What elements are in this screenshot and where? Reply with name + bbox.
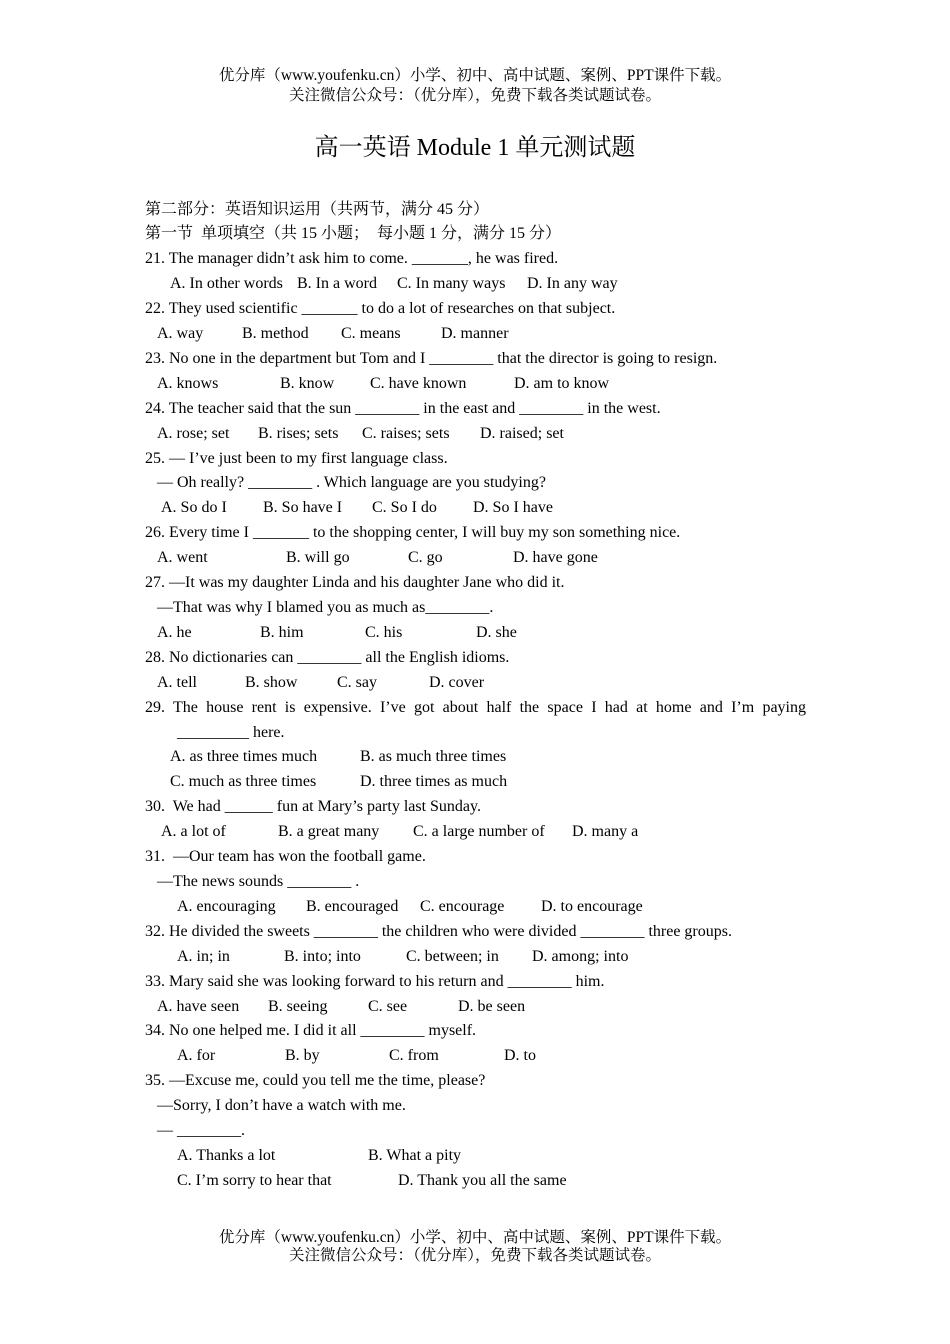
option-a: A. went	[157, 549, 208, 567]
section-part-heading: 第二部分：英语知识运用（共两节，满分 45 分）	[145, 200, 490, 218]
option-a: A. way	[157, 325, 204, 343]
option-c: C. means	[341, 325, 401, 343]
options-row	[145, 496, 810, 521]
options-row	[145, 322, 810, 347]
options-row	[145, 745, 810, 770]
options-row	[145, 945, 810, 970]
exam-body	[145, 198, 810, 1194]
option-b: B. What a pity	[368, 1146, 462, 1164]
header-line-1: 优分库（www.youfenku.cn）小学、初中、高中试题、案例、PPT课件下载。	[218, 66, 732, 84]
option-d: D. So I have	[473, 499, 553, 517]
options-row	[145, 770, 810, 795]
question-stem: 32. He divided the sweets ________ the children who were divided ________ three groups.	[145, 922, 732, 940]
option-a: A. encouraging	[177, 897, 276, 915]
options-row	[145, 621, 810, 646]
question-21	[145, 247, 810, 297]
option-c: C. In many ways	[397, 275, 506, 293]
option-d: D. In any way	[527, 275, 618, 293]
option-a: A. knows	[157, 374, 219, 392]
option-d: D. Thank you all the same	[398, 1171, 567, 1189]
option-a: A. he	[157, 623, 192, 641]
option-d: D. three times as much	[360, 773, 508, 791]
question-26	[145, 521, 810, 571]
option-a: A. as three times much	[170, 748, 318, 766]
header-line-2: 关注微信公众号：（优分库），免费下载各类试题试卷。	[288, 86, 661, 104]
question-stem: 26. Every time I _______ to the shopping center, I will buy my son something nice.	[145, 524, 681, 542]
option-a: A. for	[177, 1047, 216, 1065]
question-stem: 33. Mary said she was looking forward to his return and ________ him.	[145, 972, 605, 990]
question-24	[145, 397, 810, 447]
option-c: C. encourage	[420, 897, 505, 915]
option-c: C. from	[389, 1047, 439, 1065]
option-d: D. cover	[429, 673, 485, 691]
option-c: C. see	[368, 997, 408, 1015]
dialogue-line: —Sorry, I don’t have a watch with me.	[157, 1097, 406, 1115]
question-stem: 35. —Excuse me, could you tell me the time, please?	[145, 1072, 486, 1090]
footer-line-1: 优分库（www.youfenku.cn）小学、初中、高中试题、案例、PPT课件下载。	[218, 1228, 732, 1246]
dialogue-line: — Oh really? ________ . Which language are you studying?	[157, 474, 546, 492]
dialogue-line: —That was why I blamed you as much as________.	[157, 599, 494, 616]
question-stem: 27. —It was my daughter Linda and his daughter Jane who did it.	[145, 574, 565, 592]
question-25	[145, 447, 810, 522]
question-stem: 23. No one in the department but Tom and I ________ that the director is going to resign.	[145, 349, 718, 367]
options-row	[145, 1169, 810, 1194]
option-a: A. have seen	[157, 997, 240, 1015]
stem-continuation: _________ here.	[177, 723, 285, 741]
question-29	[145, 696, 810, 796]
question-stem: 34. No one helped me. I did it all ________ myself.	[145, 1022, 477, 1040]
options-row	[145, 995, 810, 1020]
option-b: B. know	[280, 374, 335, 392]
option-d: D. many a	[572, 823, 639, 841]
options-row	[145, 1144, 810, 1169]
question-stem: 22. They used scientific _______ to do a lot of researches on that subject.	[145, 300, 616, 318]
option-b: B. method	[242, 325, 309, 343]
option-a: A. tell	[157, 673, 197, 691]
footer-line-2: 关注微信公众号：（优分库），免费下载各类试题试卷。	[288, 1246, 661, 1264]
option-b: B. seeing	[268, 997, 328, 1015]
option-c: C. I’m sorry to hear that	[177, 1171, 332, 1189]
question-stem: 29. The house rent is expensive. I’ve got about half the space I had at home and I’m paying	[145, 698, 806, 716]
options-row	[145, 422, 810, 447]
option-a: A. a lot of	[161, 823, 226, 841]
option-a: A. Thanks a lot	[177, 1146, 276, 1164]
option-d: D. to	[504, 1047, 536, 1065]
option-b: B. rises; sets	[258, 424, 339, 442]
option-b: B. into; into	[284, 947, 361, 965]
question-34	[145, 1019, 810, 1069]
question-stem: 21. The manager didn’t ask him to come. _______, he was fired.	[145, 250, 559, 268]
option-c: C. So I do	[372, 499, 437, 517]
question-stem: 28. No dictionaries can ________ all the English idioms.	[145, 648, 510, 666]
option-b: B. as much three times	[360, 748, 507, 766]
option-d: D. have gone	[513, 549, 598, 567]
dialogue-line: —The news sounds ________ .	[157, 872, 360, 890]
options-row	[145, 820, 810, 845]
option-d: D. am to know	[514, 374, 610, 392]
option-a: A. rose; set	[157, 424, 230, 442]
option-b: B. him	[260, 623, 304, 641]
options-row	[145, 1044, 810, 1069]
question-27	[145, 571, 810, 646]
option-d: D. manner	[441, 325, 509, 343]
option-c: C. his	[365, 623, 403, 641]
question-stem: 25. — I’ve just been to my first language class.	[145, 449, 448, 467]
options-row	[145, 671, 810, 696]
option-b: B. encouraged	[306, 897, 399, 915]
dialogue-line: — ________.	[157, 1122, 245, 1140]
option-c: C. go	[408, 549, 443, 567]
options-row	[145, 546, 810, 571]
question-35	[145, 1069, 810, 1194]
option-d: D. she	[476, 623, 517, 641]
question-31	[145, 845, 810, 920]
options-row	[145, 372, 810, 397]
question-32	[145, 920, 810, 970]
option-c: C. raises; sets	[362, 424, 450, 442]
question-stem: 24. The teacher said that the sun ________ in the east and ________ in the west.	[145, 399, 661, 417]
section-subsection-heading: 第一节 单项填空（共 15 小题； 每小题 1 分，满分 15 分）	[145, 225, 562, 243]
option-c: C. say	[337, 673, 377, 691]
option-a: A. So do I	[161, 499, 227, 517]
option-b: B. So have I	[263, 499, 343, 517]
option-d: D. among; into	[532, 947, 629, 965]
question-30	[145, 795, 810, 845]
option-c: C. much as three times	[170, 773, 317, 791]
option-b: B. by	[285, 1047, 320, 1065]
option-a: A. In other words	[170, 275, 283, 293]
option-d: D. raised; set	[480, 424, 564, 442]
option-c: C. have known	[370, 374, 467, 392]
question-28	[145, 646, 810, 696]
page-title: 高一英语 Module 1 单元测试题	[314, 135, 636, 161]
option-d: D. to encourage	[541, 897, 643, 915]
question-stem: 31. —Our team has won the football game.	[145, 848, 426, 866]
option-b: B. a great many	[278, 823, 380, 841]
question-stem: 30. We had ______ fun at Mary’s party last Sunday.	[145, 798, 481, 816]
option-b: B. show	[245, 673, 298, 691]
question-22	[145, 297, 810, 347]
option-c: C. a large number of	[413, 823, 545, 841]
options-row	[145, 272, 810, 297]
options-row	[145, 895, 810, 920]
question-23	[145, 347, 810, 397]
option-b: B. will go	[286, 549, 350, 567]
option-b: B. In a word	[297, 275, 377, 293]
option-a: A. in; in	[177, 947, 230, 965]
question-33	[145, 970, 810, 1020]
option-d: D. be seen	[458, 997, 526, 1015]
option-c: C. between; in	[406, 947, 499, 965]
